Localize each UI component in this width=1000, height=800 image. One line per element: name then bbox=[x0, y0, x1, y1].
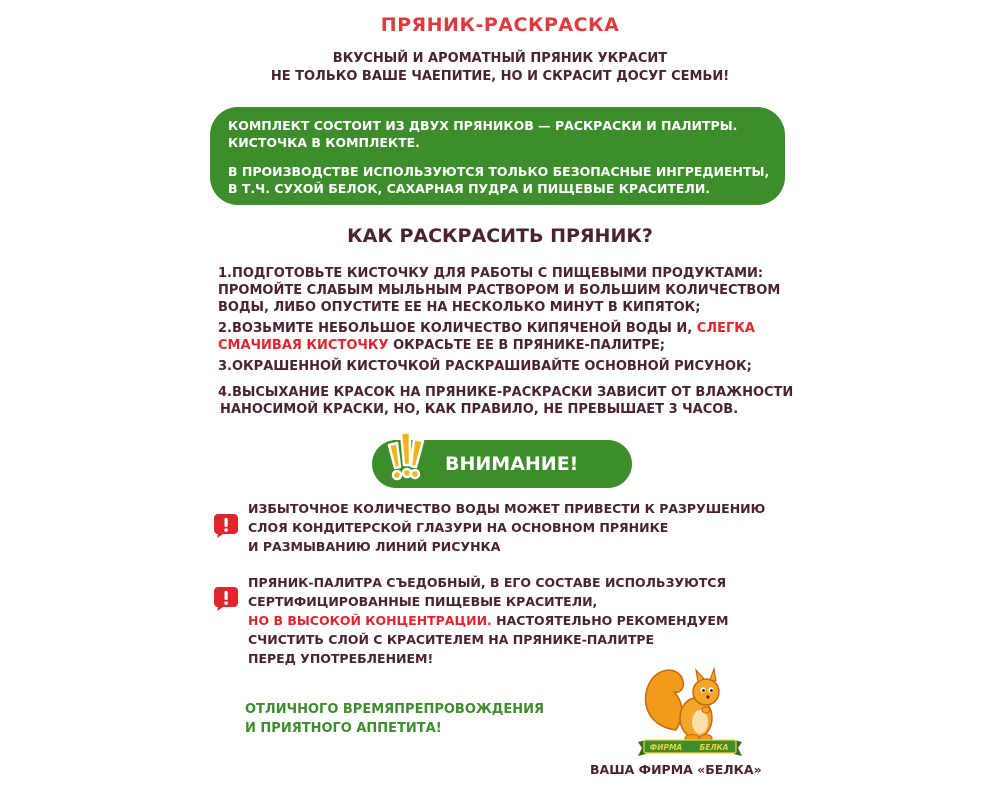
warning-1-line-2: СЛОЯ КОНДИТЕРСКОЙ ГЛАЗУРИ НА ОСНОВНОМ ПРЯНИКЕ bbox=[248, 520, 669, 535]
warning-1-line-1: ИЗБЫТОЧНОЕ КОЛИЧЕСТВО ВОДЫ МОЖЕТ ПРИВЕСТИ К РАЗРУШЕНИЮ bbox=[248, 501, 766, 516]
closing-message bbox=[245, 700, 544, 738]
kit-info-line-1: КОМПЛЕКТ СОСТОИТ ИЗ ДВУХ ПРЯНИКОВ — РАСКРАСКИ И ПАЛИТРЫ. bbox=[228, 118, 738, 133]
step-4-line-2: НАНОСИМОЙ КРАСКИ, НО, КАК ПРАВИЛО, НЕ ПРЕВЫШАЕТ 3 ЧАСОВ. bbox=[220, 402, 739, 417]
warning-2 bbox=[248, 573, 728, 668]
kit-info-line-3: В ПРОИЗВОДСТВЕ ИСПОЛЬЗУЮТСЯ ТОЛЬКО БЕЗОПАСНЫЕ ИНГРЕДИЕНТЫ, bbox=[228, 164, 770, 179]
step-1-line-1: 1.ПОДГОТОВЬТЕ КИСТОЧКУ ДЛЯ РАБОТЫ С ПИЩЕВЫМИ ПРОДУКТАМИ: bbox=[218, 266, 764, 281]
closing-line-2: И ПРИЯТНОГО АППЕТИТА! bbox=[245, 721, 442, 736]
step-1 bbox=[218, 265, 780, 316]
step-2-emphasis-b: СМАЧИВАЯ КИСТОЧКУ bbox=[218, 338, 389, 353]
exclamation-burst-icon bbox=[383, 425, 439, 485]
logo-word-belka: БЕЛКА bbox=[699, 743, 729, 752]
warning-2-line-3 bbox=[248, 611, 728, 630]
warning-2-line-2: СЕРТИФИЦИРОВАННЫЕ ПИЩЕВЫЕ КРАСИТЕЛИ, bbox=[248, 594, 598, 609]
subtitle-line-2: НЕ ТОЛЬКО ВАШЕ ЧАЕПИТИЕ, НО И СКРАСИТ ДОСУГ СЕМЬИ! bbox=[270, 69, 730, 84]
step-2-text-b: ОКРАСЬТЕ ЕЕ В ПРЯНИКЕ-ПАЛИТРЕ; bbox=[388, 338, 665, 353]
signature: ВАША ФИРМА «БЕЛКА» bbox=[590, 762, 762, 777]
kit-info-box bbox=[210, 107, 785, 205]
logo-word-firm: ФИРМА bbox=[649, 743, 683, 752]
step-4-line-1: 4.ВЫСЫХАНИЕ КРАСОК НА ПРЯНИКЕ-РАСКРАСКИ ЗАВИСИТ ОТ ВЛАЖНОСТИ bbox=[218, 385, 794, 400]
warning-1-line-3: И РАЗМЫВАНИЮ ЛИНИЙ РИСУНКА bbox=[248, 539, 501, 554]
page-title: ПРЯНИК-РАСКРАСКА bbox=[380, 14, 620, 36]
step-2-line-2 bbox=[218, 337, 755, 354]
step-4 bbox=[218, 384, 793, 418]
warning-2-line-4: СЧИСТИТЬ СЛОЙ С КРАСИТЕЛЕМ НА ПРЯНИКЕ-ПАЛИТРЕ bbox=[248, 632, 655, 647]
step-2-text-a: 2.ВОЗЬМИТЕ НЕБОЛЬШОЕ КОЛИЧЕСТВО КИПЯЧЕНОЙ ВОДЫ И, bbox=[218, 321, 697, 336]
instructions-title: КАК РАСКРАСИТЬ ПРЯНИК? bbox=[347, 225, 653, 247]
warning-2-emphasis: НО В ВЫСОКОЙ КОНЦЕНТРАЦИИ. bbox=[248, 613, 492, 628]
step-2-emphasis-a: СЛЕГКА bbox=[696, 321, 755, 336]
step-2-line-1 bbox=[218, 320, 755, 337]
kit-info-line-4: В Т.Ч. СУХОЙ БЕЛОК, САХАРНАЯ ПУДРА И ПИЩЕВЫЕ КРАСИТЕЛИ. bbox=[228, 181, 711, 196]
step-2 bbox=[218, 320, 755, 354]
step-1-line-3: ВОДЫ, ЛИБО ОПУСТИТЕ ЕЕ НА НЕСКОЛЬКО МИНУТ В КИПЯТОК; bbox=[218, 300, 701, 315]
kit-info-line-2: КИСТОЧКА В КОМПЛЕКТЕ. bbox=[228, 135, 420, 150]
page-subtitle bbox=[0, 50, 1000, 86]
step-1-line-2: ПРОМОЙТЕ СЛАБЫМ МЫЛЬНЫМ РАСТВОРОМ И БОЛЬШИМ КОЛИЧЕСТВОМ bbox=[218, 283, 781, 298]
step-3: 3.ОКРАШЕННОЙ КИСТОЧКОЙ РАСКРАШИВАЙТЕ ОСНОВНОЙ РИСУНОК; bbox=[218, 359, 752, 374]
subtitle-line-1: ВКУСНЫЙ И АРОМАТНЫЙ ПРЯНИК УКРАСИТ bbox=[332, 51, 668, 66]
warning-2-line-5: ПЕРЕД УПОТРЕБЛЕНИЕМ! bbox=[248, 651, 434, 666]
attention-label: ВНИМАНИЕ! bbox=[445, 453, 579, 475]
warning-1 bbox=[248, 499, 765, 556]
warning-bubble-icon bbox=[213, 585, 239, 611]
squirrel-logo bbox=[636, 660, 744, 758]
warning-2-line-1: ПРЯНИК-ПАЛИТРА СЪЕДОБНЫЙ, В ЕГО СОСТАВЕ ИСПОЛЬЗУЮТСЯ bbox=[248, 575, 727, 590]
warning-2-line-3-rest: НАСТОЯТЕЛЬНО РЕКОМЕНДУЕМ bbox=[491, 613, 729, 628]
closing-line-1: ОТЛИЧНОГО ВРЕМЯПРЕПРОВОЖДЕНИЯ bbox=[245, 702, 545, 717]
warning-bubble-icon bbox=[213, 512, 239, 538]
